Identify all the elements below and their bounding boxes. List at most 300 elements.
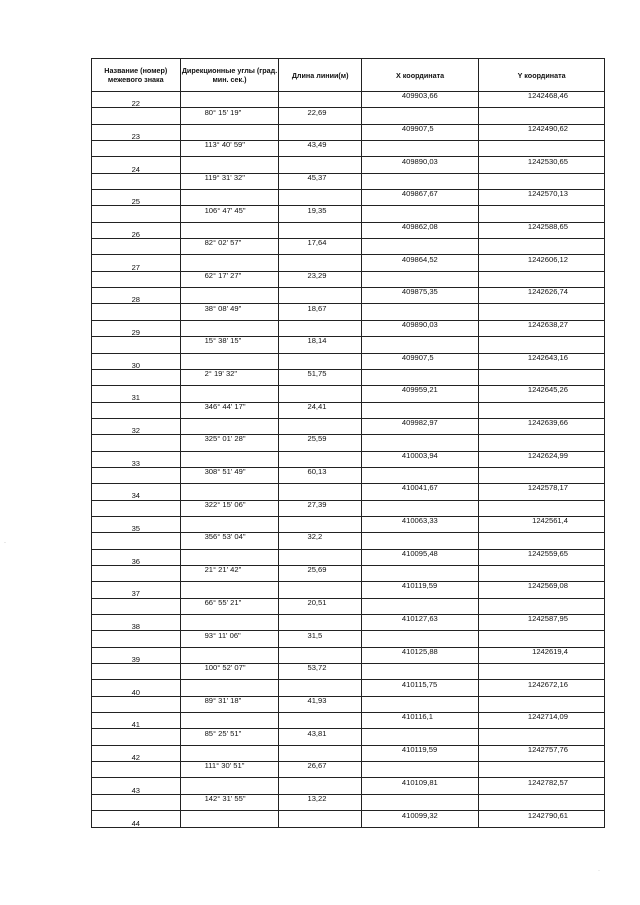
point-name-cell	[92, 484, 181, 500]
point-name-cell-text: 30	[131, 360, 141, 370]
direction-angle-cell-text: 2° 19' 32"	[204, 369, 238, 379]
empty-y-cell	[479, 173, 605, 189]
direction-angle-cell-text: 100° 52' 07"	[204, 663, 246, 673]
x-coordinate-cell	[361, 811, 478, 828]
empty-name-cell	[92, 598, 181, 614]
line-length-cell	[279, 664, 361, 680]
empty-angle-cell	[180, 92, 279, 108]
empty-y-cell	[479, 337, 605, 353]
direction-angle-cell	[180, 239, 279, 255]
point-row	[92, 451, 605, 467]
line-length-cell	[279, 631, 361, 647]
empty-name-cell	[92, 108, 181, 124]
point-name-cell	[92, 190, 181, 206]
line-length-cell-text: 25,69	[307, 565, 327, 575]
empty-angle-cell	[180, 288, 279, 304]
empty-y-cell	[479, 794, 605, 810]
line-length-cell	[279, 304, 361, 320]
x-coordinate-cell	[361, 255, 478, 271]
direction-angle-cell	[180, 762, 279, 778]
x-coordinate-cell	[361, 222, 478, 238]
empty-length-cell	[279, 615, 361, 631]
header-y-coordinate: Y координата	[479, 59, 605, 92]
direction-angle-cell-text: 356° 53' 04"	[204, 532, 246, 542]
line-length-cell	[279, 402, 361, 418]
point-name-cell-text: 42	[131, 752, 141, 762]
point-row	[92, 484, 605, 500]
header-direction-angle: Дирекционные углы (град. мин. сек.)	[180, 59, 279, 92]
point-row	[92, 713, 605, 729]
empty-length-cell	[279, 222, 361, 238]
empty-angle-cell	[180, 124, 279, 140]
line-length-cell	[279, 500, 361, 516]
direction-angle-cell-text: 111° 30' 51"	[204, 761, 245, 771]
empty-y-cell	[479, 435, 605, 451]
line-length-cell-text: 18,67	[307, 303, 327, 313]
empty-length-cell	[279, 386, 361, 402]
empty-y-cell	[479, 500, 605, 516]
segment-row	[92, 173, 605, 189]
point-name-cell-text: 34	[131, 491, 141, 501]
direction-angle-cell-text: 142° 31' 55"	[204, 794, 246, 803]
line-length-cell-text: 31,5	[307, 630, 323, 640]
empty-x-cell	[361, 598, 478, 614]
point-name-cell-text: 33	[131, 458, 141, 468]
point-name-cell	[92, 320, 181, 336]
x-coordinate-cell	[361, 615, 478, 631]
y-coordinate-cell	[479, 386, 605, 402]
point-name-cell-text: 22	[131, 99, 141, 108]
y-coordinate-cell-text: 1242561,4	[532, 516, 568, 526]
line-length-cell-text: 60,13	[307, 467, 327, 477]
direction-angle-cell	[180, 369, 279, 385]
empty-angle-cell	[180, 353, 279, 369]
line-length-cell-text: 51,75	[307, 369, 327, 379]
segment-row	[92, 631, 605, 647]
x-coordinate-cell-text: 410115,75	[401, 679, 438, 689]
point-name-cell-text: 29	[131, 327, 141, 337]
line-length-cell-text: 27,39	[307, 500, 327, 509]
empty-name-cell	[92, 304, 181, 320]
direction-angle-cell-text: 66° 55' 21"	[204, 598, 242, 607]
direction-angle-cell	[180, 108, 279, 124]
x-coordinate-cell	[361, 484, 478, 500]
x-coordinate-cell-text: 410119,59	[401, 745, 438, 754]
line-length-cell-text: 13,22	[307, 794, 327, 803]
y-coordinate-cell-text: 1242626,74	[527, 287, 568, 297]
direction-angle-cell-text: 15° 38' 15"	[204, 336, 242, 346]
empty-x-cell	[361, 533, 478, 549]
x-coordinate-cell-text: 409864,52	[401, 254, 438, 264]
direction-angle-cell	[180, 467, 279, 483]
empty-name-cell	[92, 435, 181, 451]
x-coordinate-cell	[361, 386, 478, 402]
x-coordinate-cell-text: 409890,03	[401, 156, 438, 166]
table-body	[92, 92, 605, 828]
empty-y-cell	[479, 729, 605, 745]
empty-angle-cell	[180, 745, 279, 761]
x-coordinate-cell	[361, 451, 478, 467]
x-coordinate-cell-text: 410003,94	[401, 451, 438, 460]
point-row	[92, 320, 605, 336]
point-row	[92, 386, 605, 402]
direction-angle-cell-text: 322° 15' 06"	[204, 500, 246, 509]
point-name-cell-text: 41	[131, 720, 141, 729]
x-coordinate-cell-text: 410095,48	[401, 549, 438, 558]
empty-length-cell	[279, 92, 361, 108]
empty-length-cell	[279, 647, 361, 663]
x-coordinate-cell	[361, 157, 478, 173]
direction-angle-cell	[180, 304, 279, 320]
empty-x-cell	[361, 337, 478, 353]
point-name-cell-text: 35	[131, 524, 141, 533]
point-name-cell-text: 25	[131, 197, 141, 206]
y-coordinate-cell-text: 1242606,12	[527, 254, 568, 264]
x-coordinate-cell-text: 410041,67	[401, 483, 438, 493]
empty-length-cell	[279, 811, 361, 828]
point-row	[92, 549, 605, 565]
empty-name-cell	[92, 729, 181, 745]
x-coordinate-cell-text: 409890,03	[401, 320, 438, 329]
line-length-cell	[279, 729, 361, 745]
x-coordinate-cell-text: 409907,5	[401, 124, 434, 133]
empty-length-cell	[279, 418, 361, 434]
x-coordinate-cell	[361, 418, 478, 434]
line-length-cell-text: 32,2	[307, 532, 323, 542]
empty-y-cell	[479, 239, 605, 255]
x-coordinate-cell-text: 410125,88	[401, 647, 438, 656]
header-x-coordinate: X координата	[361, 59, 478, 92]
empty-y-cell	[479, 696, 605, 712]
segment-row	[92, 467, 605, 483]
empty-name-cell	[92, 467, 181, 483]
empty-x-cell	[361, 664, 478, 680]
point-name-cell	[92, 92, 181, 108]
point-name-cell-text: 43	[131, 785, 141, 795]
line-length-cell-text: 23,29	[307, 271, 327, 280]
point-name-cell-text: 23	[131, 131, 141, 141]
direction-angle-cell-text: 113° 40' 59"	[204, 140, 245, 150]
y-coordinate-cell-text: 1242643,16	[527, 353, 568, 362]
empty-length-cell	[279, 451, 361, 467]
direction-angle-cell-text: 106° 47' 45"	[204, 205, 246, 215]
y-coordinate-cell	[479, 680, 605, 696]
y-coordinate-cell	[479, 713, 605, 729]
segment-row	[92, 794, 605, 810]
direction-angle-cell-text: 21° 21' 42"	[204, 565, 242, 575]
line-length-cell	[279, 762, 361, 778]
y-coordinate-cell-text: 1242672,16	[527, 679, 568, 689]
empty-length-cell	[279, 190, 361, 206]
point-name-cell	[92, 680, 181, 696]
empty-x-cell	[361, 402, 478, 418]
point-name-cell	[92, 124, 181, 140]
line-length-cell-text: 25,59	[307, 434, 327, 444]
point-name-cell-text: 39	[131, 654, 141, 664]
line-length-cell	[279, 467, 361, 483]
x-coordinate-cell	[361, 124, 478, 140]
empty-y-cell	[479, 467, 605, 483]
y-coordinate-cell-text: 1242530,65	[527, 156, 568, 166]
direction-angle-cell	[180, 402, 279, 418]
line-length-cell	[279, 369, 361, 385]
point-row	[92, 288, 605, 304]
boundary-coordinates-table	[91, 58, 605, 828]
line-length-cell-text: 20,51	[307, 598, 327, 607]
empty-length-cell	[279, 582, 361, 598]
x-coordinate-cell	[361, 288, 478, 304]
direction-angle-cell	[180, 631, 279, 647]
point-name-cell-text: 31	[131, 393, 141, 403]
y-coordinate-cell	[479, 157, 605, 173]
empty-y-cell	[479, 533, 605, 549]
point-name-cell-text: 38	[131, 622, 141, 631]
direction-angle-cell	[180, 664, 279, 680]
line-length-cell	[279, 206, 361, 222]
y-coordinate-cell	[479, 811, 605, 828]
y-coordinate-cell-text: 1242468,46	[527, 91, 568, 101]
direction-angle-cell-text: 82° 02' 57"	[204, 238, 242, 248]
point-name-cell	[92, 582, 181, 598]
line-length-cell	[279, 337, 361, 353]
x-coordinate-cell	[361, 713, 478, 729]
x-coordinate-cell	[361, 582, 478, 598]
y-coordinate-cell	[479, 484, 605, 500]
point-row	[92, 811, 605, 828]
table-header-row	[92, 59, 605, 92]
y-coordinate-cell	[479, 190, 605, 206]
empty-y-cell	[479, 304, 605, 320]
empty-length-cell	[279, 124, 361, 140]
y-coordinate-cell-text: 1242639,66	[527, 418, 568, 428]
y-coordinate-cell-text: 1242559,65	[527, 549, 568, 558]
empty-length-cell	[279, 484, 361, 500]
empty-name-cell	[92, 239, 181, 255]
empty-y-cell	[479, 402, 605, 418]
direction-angle-cell-text: 80° 15' 19"	[204, 107, 242, 117]
empty-name-cell	[92, 794, 181, 810]
y-coordinate-cell-text: 1242578,17	[527, 483, 568, 493]
segment-row	[92, 565, 605, 581]
empty-x-cell	[361, 435, 478, 451]
empty-name-cell	[92, 664, 181, 680]
empty-length-cell	[279, 713, 361, 729]
empty-angle-cell	[180, 222, 279, 238]
point-name-cell	[92, 255, 181, 271]
empty-name-cell	[92, 631, 181, 647]
segment-row	[92, 435, 605, 451]
empty-x-cell	[361, 304, 478, 320]
empty-x-cell	[361, 467, 478, 483]
point-name-cell	[92, 418, 181, 434]
empty-angle-cell	[180, 811, 279, 828]
line-length-cell	[279, 271, 361, 287]
empty-x-cell	[361, 206, 478, 222]
line-length-cell	[279, 173, 361, 189]
empty-y-cell	[479, 271, 605, 287]
point-name-cell	[92, 451, 181, 467]
empty-length-cell	[279, 745, 361, 761]
direction-angle-cell-text: 62° 17' 27"	[204, 271, 242, 280]
y-coordinate-cell	[479, 745, 605, 761]
empty-length-cell	[279, 320, 361, 336]
y-coordinate-cell	[479, 222, 605, 238]
empty-name-cell	[92, 369, 181, 385]
point-name-cell	[92, 811, 181, 828]
y-coordinate-cell	[479, 418, 605, 434]
point-row	[92, 92, 605, 108]
x-coordinate-cell-text: 409982,97	[401, 418, 438, 428]
x-coordinate-cell	[361, 320, 478, 336]
direction-angle-cell-text: 119° 31' 32"	[204, 173, 245, 182]
segment-row	[92, 500, 605, 516]
empty-y-cell	[479, 108, 605, 124]
scan-speck: ·	[4, 540, 6, 546]
point-row	[92, 190, 605, 206]
empty-name-cell	[92, 696, 181, 712]
empty-y-cell	[479, 565, 605, 581]
y-coordinate-cell-text: 1242588,65	[527, 222, 568, 231]
x-coordinate-cell	[361, 353, 478, 369]
segment-row	[92, 304, 605, 320]
line-length-cell-text: 43,81	[307, 728, 327, 738]
point-row	[92, 680, 605, 696]
empty-y-cell	[479, 369, 605, 385]
direction-angle-cell-text: 85° 25' 51"	[204, 728, 242, 738]
point-row	[92, 255, 605, 271]
line-length-cell	[279, 239, 361, 255]
segment-row	[92, 369, 605, 385]
y-coordinate-cell	[479, 647, 605, 663]
empty-name-cell	[92, 762, 181, 778]
header-line-length: Длина линии(м)	[279, 59, 361, 92]
segment-row	[92, 664, 605, 680]
y-coordinate-cell	[479, 92, 605, 108]
empty-length-cell	[279, 778, 361, 794]
y-coordinate-cell	[479, 320, 605, 336]
empty-y-cell	[479, 664, 605, 680]
empty-angle-cell	[180, 778, 279, 794]
point-name-cell	[92, 778, 181, 794]
direction-angle-cell	[180, 729, 279, 745]
x-coordinate-cell	[361, 680, 478, 696]
direction-angle-cell	[180, 173, 279, 189]
direction-angle-cell	[180, 337, 279, 353]
y-coordinate-cell-text: 1242638,27	[527, 320, 568, 329]
direction-angle-cell	[180, 533, 279, 549]
empty-y-cell	[479, 598, 605, 614]
empty-angle-cell	[180, 582, 279, 598]
y-coordinate-cell	[479, 549, 605, 565]
empty-x-cell	[361, 141, 478, 157]
empty-x-cell	[361, 565, 478, 581]
direction-angle-cell	[180, 598, 279, 614]
y-coordinate-cell	[479, 778, 605, 794]
direction-angle-cell-text: 308° 51' 49"	[204, 467, 246, 477]
empty-angle-cell	[180, 713, 279, 729]
line-length-cell-text: 24,41	[307, 402, 327, 411]
y-coordinate-cell-text: 1242790,61	[527, 810, 568, 820]
empty-name-cell	[92, 206, 181, 222]
direction-angle-cell	[180, 500, 279, 516]
point-name-cell-text: 44	[131, 818, 141, 828]
y-coordinate-cell-text: 1242490,62	[527, 124, 568, 133]
segment-row	[92, 239, 605, 255]
empty-angle-cell	[180, 190, 279, 206]
direction-angle-cell	[180, 794, 279, 810]
x-coordinate-cell-text: 410063,33	[401, 516, 438, 526]
point-row	[92, 124, 605, 140]
point-name-cell-text: 28	[131, 295, 141, 304]
x-coordinate-cell-text: 409862,08	[401, 222, 438, 231]
direction-angle-cell-text: 325° 01' 28"	[204, 434, 246, 444]
y-coordinate-cell	[479, 288, 605, 304]
y-coordinate-cell-text: 1242757,76	[527, 745, 568, 754]
empty-length-cell	[279, 255, 361, 271]
point-row	[92, 157, 605, 173]
direction-angle-cell	[180, 271, 279, 287]
line-length-cell	[279, 794, 361, 810]
empty-angle-cell	[180, 647, 279, 663]
y-coordinate-cell-text: 1242714,09	[527, 712, 568, 722]
line-length-cell-text: 43,49	[307, 140, 327, 150]
empty-y-cell	[479, 141, 605, 157]
point-name-cell-text: 40	[131, 687, 141, 697]
segment-row	[92, 206, 605, 222]
empty-y-cell	[479, 206, 605, 222]
y-coordinate-cell-text: 1242782,57	[527, 777, 568, 787]
line-length-cell	[279, 565, 361, 581]
point-name-cell	[92, 288, 181, 304]
direction-angle-cell-text: 89° 31' 18"	[204, 696, 242, 705]
empty-angle-cell	[180, 615, 279, 631]
segment-row	[92, 141, 605, 157]
empty-name-cell	[92, 337, 181, 353]
point-name-cell-text: 32	[131, 426, 141, 435]
x-coordinate-cell-text: 410116,1	[401, 712, 433, 722]
x-coordinate-cell-text: 410109,81	[401, 777, 438, 787]
x-coordinate-cell-text: 409867,67	[401, 189, 438, 199]
segment-row	[92, 762, 605, 778]
x-coordinate-cell-text: 409959,21	[401, 385, 438, 395]
empty-x-cell	[361, 271, 478, 287]
point-name-cell	[92, 745, 181, 761]
line-length-cell-text: 19,35	[307, 205, 327, 215]
point-row	[92, 745, 605, 761]
empty-angle-cell	[180, 418, 279, 434]
empty-name-cell	[92, 500, 181, 516]
line-length-cell	[279, 598, 361, 614]
direction-angle-cell	[180, 435, 279, 451]
y-coordinate-cell-text: 1242587,95	[527, 614, 568, 624]
point-name-cell	[92, 549, 181, 565]
line-length-cell	[279, 533, 361, 549]
line-length-cell-text: 18,14	[307, 336, 327, 346]
y-coordinate-cell	[479, 582, 605, 598]
point-name-cell	[92, 222, 181, 238]
empty-x-cell	[361, 762, 478, 778]
empty-angle-cell	[180, 386, 279, 402]
empty-x-cell	[361, 794, 478, 810]
segment-row	[92, 696, 605, 712]
x-coordinate-cell-text: 409903,66	[401, 91, 438, 101]
x-coordinate-cell-text: 409907,5	[401, 353, 434, 362]
y-coordinate-cell	[479, 516, 605, 532]
segment-row	[92, 337, 605, 353]
x-coordinate-cell	[361, 647, 478, 663]
empty-angle-cell	[180, 320, 279, 336]
direction-angle-cell	[180, 141, 279, 157]
